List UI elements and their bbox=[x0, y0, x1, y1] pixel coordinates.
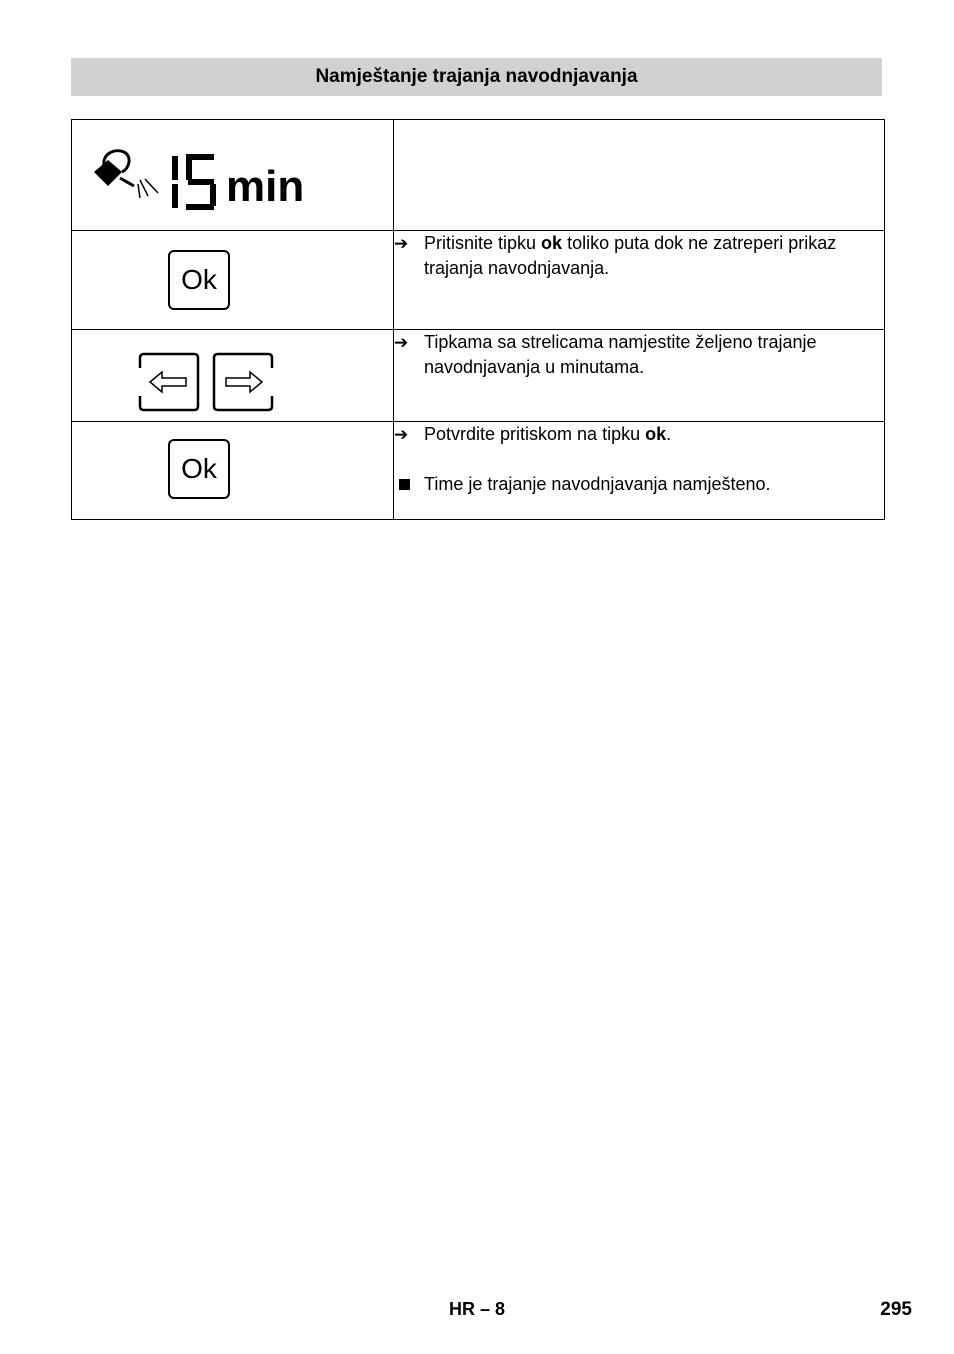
digit-5-segment bbox=[186, 154, 216, 210]
list-item bbox=[394, 231, 884, 281]
list-item bbox=[394, 422, 884, 447]
table-row bbox=[72, 120, 885, 231]
footer-page-label: HR – 8 bbox=[449, 1299, 506, 1319]
arrow-right-icon bbox=[214, 354, 272, 410]
ok-key-cell bbox=[72, 422, 394, 520]
table-row bbox=[72, 231, 885, 330]
arrow-keys bbox=[136, 352, 276, 421]
step-cell bbox=[394, 330, 885, 422]
section-title: Namještanje trajanja navodnjavanja bbox=[71, 58, 882, 96]
arrow-left-icon bbox=[140, 354, 198, 410]
display-unit: min bbox=[226, 162, 305, 211]
ok-key-cell bbox=[72, 231, 394, 330]
step-text: Tipkama sa strelicama namjestite željeno trajanje navodnjavanja u minutama. bbox=[424, 332, 817, 377]
step-cell bbox=[394, 231, 885, 330]
arrow-bullet-icon: ➔ bbox=[394, 333, 409, 352]
display-cell bbox=[72, 120, 394, 231]
ok-key: Ok bbox=[168, 439, 230, 499]
step-cell bbox=[394, 422, 885, 520]
lcd-display bbox=[94, 146, 314, 221]
arrow-bullet-icon: ➔ bbox=[394, 234, 409, 253]
digit-1-segment bbox=[172, 156, 178, 208]
empty-cell bbox=[394, 120, 885, 231]
instruction-table bbox=[71, 119, 885, 520]
list-item bbox=[394, 330, 884, 380]
square-bullet-icon bbox=[394, 472, 424, 497]
arrow-keys-cell bbox=[72, 330, 394, 422]
table-row bbox=[72, 330, 885, 422]
step-text: Pritisnite tipku ok toliko puta dok ne zatreperi prikaz trajanja navodnjavanja. bbox=[424, 233, 837, 278]
page-number: 295 bbox=[880, 1299, 912, 1320]
table-row bbox=[72, 422, 885, 520]
ok-key: Ok bbox=[168, 250, 230, 310]
arrow-bullet-icon: ➔ bbox=[394, 425, 409, 444]
list-item bbox=[394, 472, 884, 497]
result-text: Time je trajanje navodnjavanja namješteno. bbox=[424, 474, 771, 494]
watering-can-icon bbox=[94, 151, 158, 198]
step-text: Potvrdite pritiskom na tipku ok. bbox=[424, 424, 672, 444]
